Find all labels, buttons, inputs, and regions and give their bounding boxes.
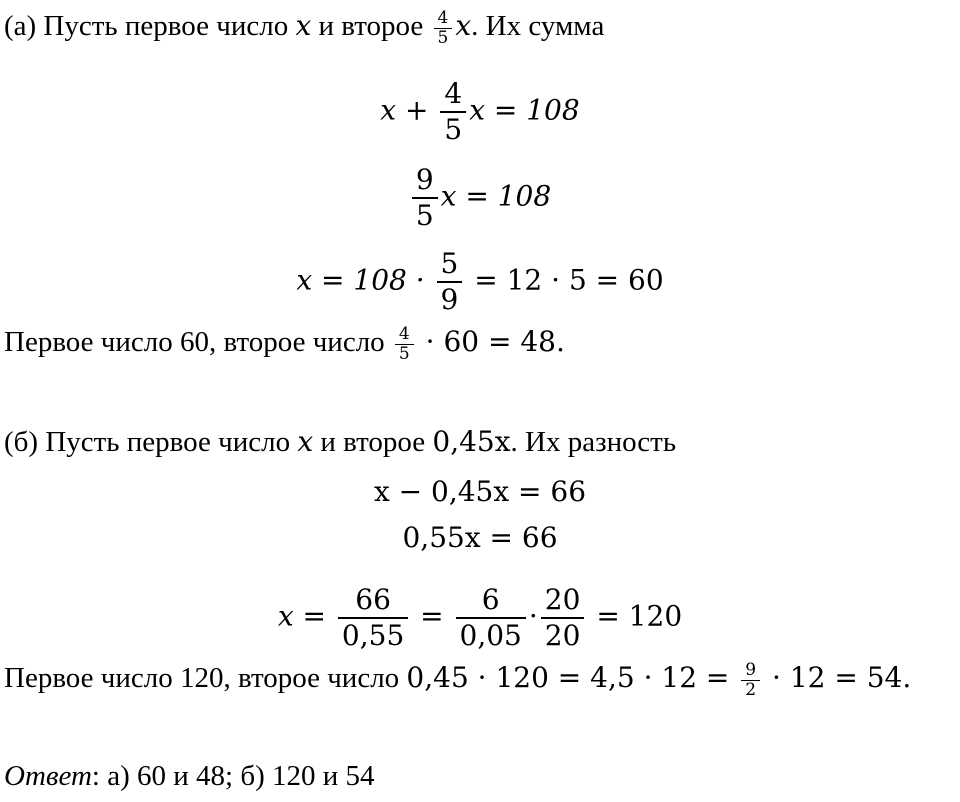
- part-b-equation-3: x = $\frac{66}{0,55}$ = $\frac{6}{0,05}$ · $\frac{20}{20}$ = 120: [277, 583, 683, 652]
- fraction-four-fifths: $\frac{4}{5}$: [434, 10, 453, 47]
- fraction: $\frac{6}{0,05}$: [456, 586, 526, 650]
- answer: [4, 758, 960, 794]
- part-a-intro-mid: и второе: [311, 10, 431, 42]
- part-b-equation-2: 0,55x = 66: [402, 521, 558, 554]
- fraction: $\frac{20}{20}$: [541, 586, 585, 650]
- second-number-expression: 0,45x: [432, 425, 511, 458]
- fraction: $\frac{5}{9}$: [437, 250, 463, 314]
- variable-x: x: [297, 425, 314, 458]
- part-a-equation-3: x = 108 · $\frac{5}{9}$ = 12 · 5 = 60: [296, 247, 664, 316]
- variable-x: x: [295, 9, 312, 42]
- part-a-intro-suffix: . Их сумма: [471, 10, 605, 42]
- fraction-four-fifths: $\frac{4}{5}$: [395, 326, 414, 363]
- fraction-nine-halves: $\frac{9}{2}$: [741, 662, 760, 699]
- answer-label: Ответ: [4, 760, 92, 792]
- part-a-intro: [4, 8, 960, 47]
- part-a-intro-prefix: (а) Пусть первое число: [4, 10, 296, 42]
- part-b-equation-1: x − 0,45x = 66: [373, 475, 587, 508]
- variable-x: x: [455, 9, 472, 42]
- part-a-equation-1: x + $\frac{4}{5}$ x = 108: [380, 77, 580, 146]
- part-a-result: Первое число 60, второе число $\frac{4}{5}$ · 60 = 48.: [4, 323, 565, 364]
- part-b-intro: (б) Пусть первое число x и второе 0,45x. Их разность: [4, 425, 677, 458]
- fraction: $\frac{66}{0,55}$: [338, 586, 408, 650]
- fraction: $\frac{4}{5}$: [440, 80, 466, 144]
- part-a-equation-2: $\frac{9}{5}$ x = 108: [0, 166, 960, 230]
- answer-text: : а) 60 и 48; б) 120 и 54: [91, 760, 375, 792]
- fraction: $\frac{9}{5}$: [412, 166, 438, 230]
- part-b-result: Первое число 120, второе число 0,45 · 120 = 4,5 · 12 = $\frac{9}{2}$ · 12 = 54.: [4, 659, 912, 700]
